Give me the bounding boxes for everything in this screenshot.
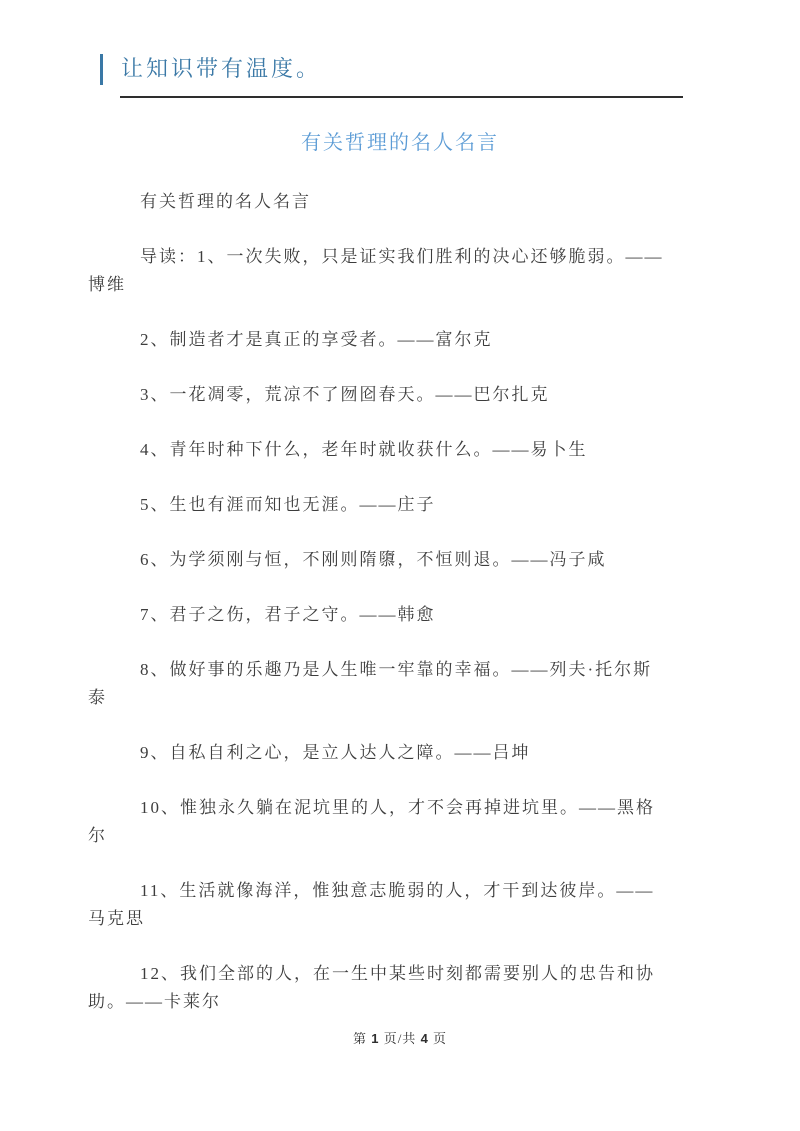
paragraph-line: 6、为学须刚与恒，不刚则隋隳，不恒则退。——冯子咸 xyxy=(140,550,607,569)
quotes-list xyxy=(88,188,728,1043)
paragraph-line: 3、一花凋零，荒凉不了囫囵春天。——巴尔扎克 xyxy=(140,385,550,404)
header-slogan: 让知识带有温度。 xyxy=(121,56,322,81)
footer-middle: 页/共 xyxy=(379,1031,421,1046)
footer-current-page: 1 xyxy=(371,1031,380,1046)
paragraph-line: 11、生活就像海洋，惟独意志脆弱的人，才干到达彼岸。—— xyxy=(140,881,655,900)
quote-paragraph xyxy=(88,960,728,1016)
paragraph-line: 助。——卡莱尔 xyxy=(88,992,221,1011)
paragraph-line: 泰 xyxy=(88,688,107,707)
footer-suffix: 页 xyxy=(428,1031,448,1046)
quote-paragraph xyxy=(88,326,728,354)
quote-paragraph xyxy=(88,381,728,409)
paragraph-line: 博维 xyxy=(88,275,126,294)
paragraph-line: 12、我们全部的人，在一生中某些时刻都需要别人的忠告和协 xyxy=(140,964,655,983)
quote-paragraph xyxy=(88,243,728,299)
quote-paragraph xyxy=(88,877,728,933)
paragraph-line: 导读：1、一次失败，只是证实我们胜利的决心还够脆弱。—— xyxy=(140,247,664,266)
quote-paragraph xyxy=(88,188,728,216)
paragraph-line: 4、青年时种下什么，老年时就收获什么。——易卜生 xyxy=(140,440,588,459)
paragraph-line: 8、做好事的乐趣乃是人生唯一牢靠的幸福。——列夫·托尔斯 xyxy=(140,660,653,679)
quote-paragraph xyxy=(88,546,728,574)
quote-paragraph xyxy=(88,601,728,629)
quote-paragraph xyxy=(88,739,728,767)
paragraph-line: 尔 xyxy=(88,826,107,845)
footer-prefix: 第 xyxy=(352,1031,372,1046)
paragraph-line: 9、自私自利之心，是立人达人之障。——吕坤 xyxy=(140,743,531,762)
paragraph-line: 5、生也有涯而知也无涯。——庄子 xyxy=(140,495,436,514)
quote-paragraph xyxy=(88,794,728,850)
paragraph-line: 有关哲理的名人名言 xyxy=(140,192,311,211)
header-rule xyxy=(120,96,683,98)
header-accent-bar xyxy=(100,54,103,85)
quote-paragraph xyxy=(88,436,728,464)
page-title: 有关哲理的名人名言 xyxy=(301,132,499,154)
paragraph-line: 2、制造者才是真正的享受者。——富尔克 xyxy=(140,330,493,349)
paragraph-line: 10、惟独永久躺在泥坑里的人，才不会再掉进坑里。——黑格 xyxy=(140,798,655,817)
quote-paragraph xyxy=(88,656,728,712)
page-footer xyxy=(0,1028,800,1047)
paragraph-line: 7、君子之伤，君子之守。——韩愈 xyxy=(140,605,436,624)
quote-paragraph xyxy=(88,491,728,519)
paragraph-line: 马克思 xyxy=(88,909,145,928)
footer-total-pages: 4 xyxy=(420,1031,429,1046)
